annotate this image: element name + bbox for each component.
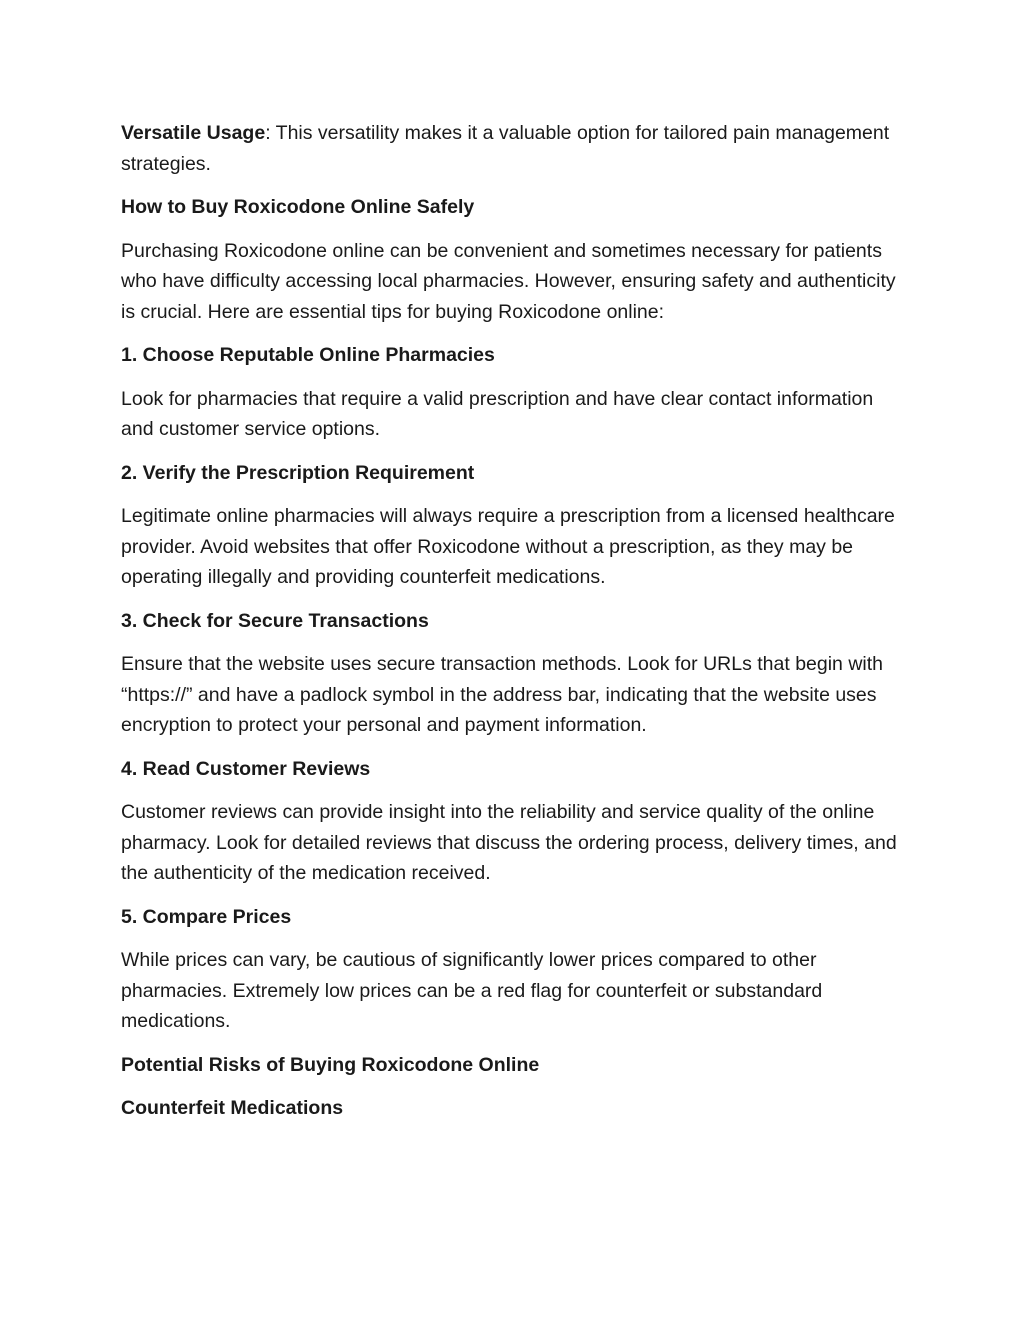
how-to-buy-heading: How to Buy Roxicodone Online Safely xyxy=(121,196,475,218)
tip-2-heading: 2. Verify the Prescription Requirement xyxy=(121,461,475,484)
tip-4-body: Customer reviews can provide insight into the reliability and service quality of the online pharmacy. Look for detailed reviews that discuss the ordering process, delivery times, and the authenticity of the medication received. xyxy=(121,801,897,884)
intro-paragraph xyxy=(121,118,911,179)
intro-text: : This versatility makes it a valuable option for tailored pain management strategies. xyxy=(121,122,890,175)
tip-5-body: While prices can vary, be cautious of significantly lower prices compared to other pharmacies. Extremely low prices can be a red flag for counterfeit or substandard medications. xyxy=(121,949,823,1032)
risks-heading: Potential Risks of Buying Roxicodone Online xyxy=(121,1053,540,1076)
document-page xyxy=(121,118,911,1137)
tip-3-body: Ensure that the website uses secure transaction methods. Look for URLs that begin with “https://” and have a padlock symbol in the address bar, indicating that the website uses encryption to protect your personal and payment information. xyxy=(121,653,883,736)
tip-1-body: Look for pharmacies that require a valid prescription and have clear contact information and customer service options. xyxy=(121,387,874,440)
tip-1-heading: 1. Choose Reputable Online Pharmacies xyxy=(121,344,495,366)
tip-2-body: Legitimate online pharmacies will always require a prescription from a licensed healthcare provider. Avoid websites that offer Roxicodone without a prescription, as they may be operating illegally and providing counterfeit medications. xyxy=(121,505,895,588)
intro-term: Versatile Usage xyxy=(121,122,266,144)
tip-5-heading: 5. Compare Prices xyxy=(121,905,292,928)
tip-3-heading: 3. Check for Secure Transactions xyxy=(121,609,429,632)
tip-4-heading: 4. Read Customer Reviews xyxy=(121,757,371,780)
risks-subheading: Counterfeit Medications xyxy=(121,1097,344,1119)
how-to-buy-body: Purchasing Roxicodone online can be convenient and sometimes necessary for patients who have difficulty accessing local pharmacies. However, ensuring safety and authenticity is crucial. Here are essential tips for buying Roxicodone online: xyxy=(121,239,896,323)
